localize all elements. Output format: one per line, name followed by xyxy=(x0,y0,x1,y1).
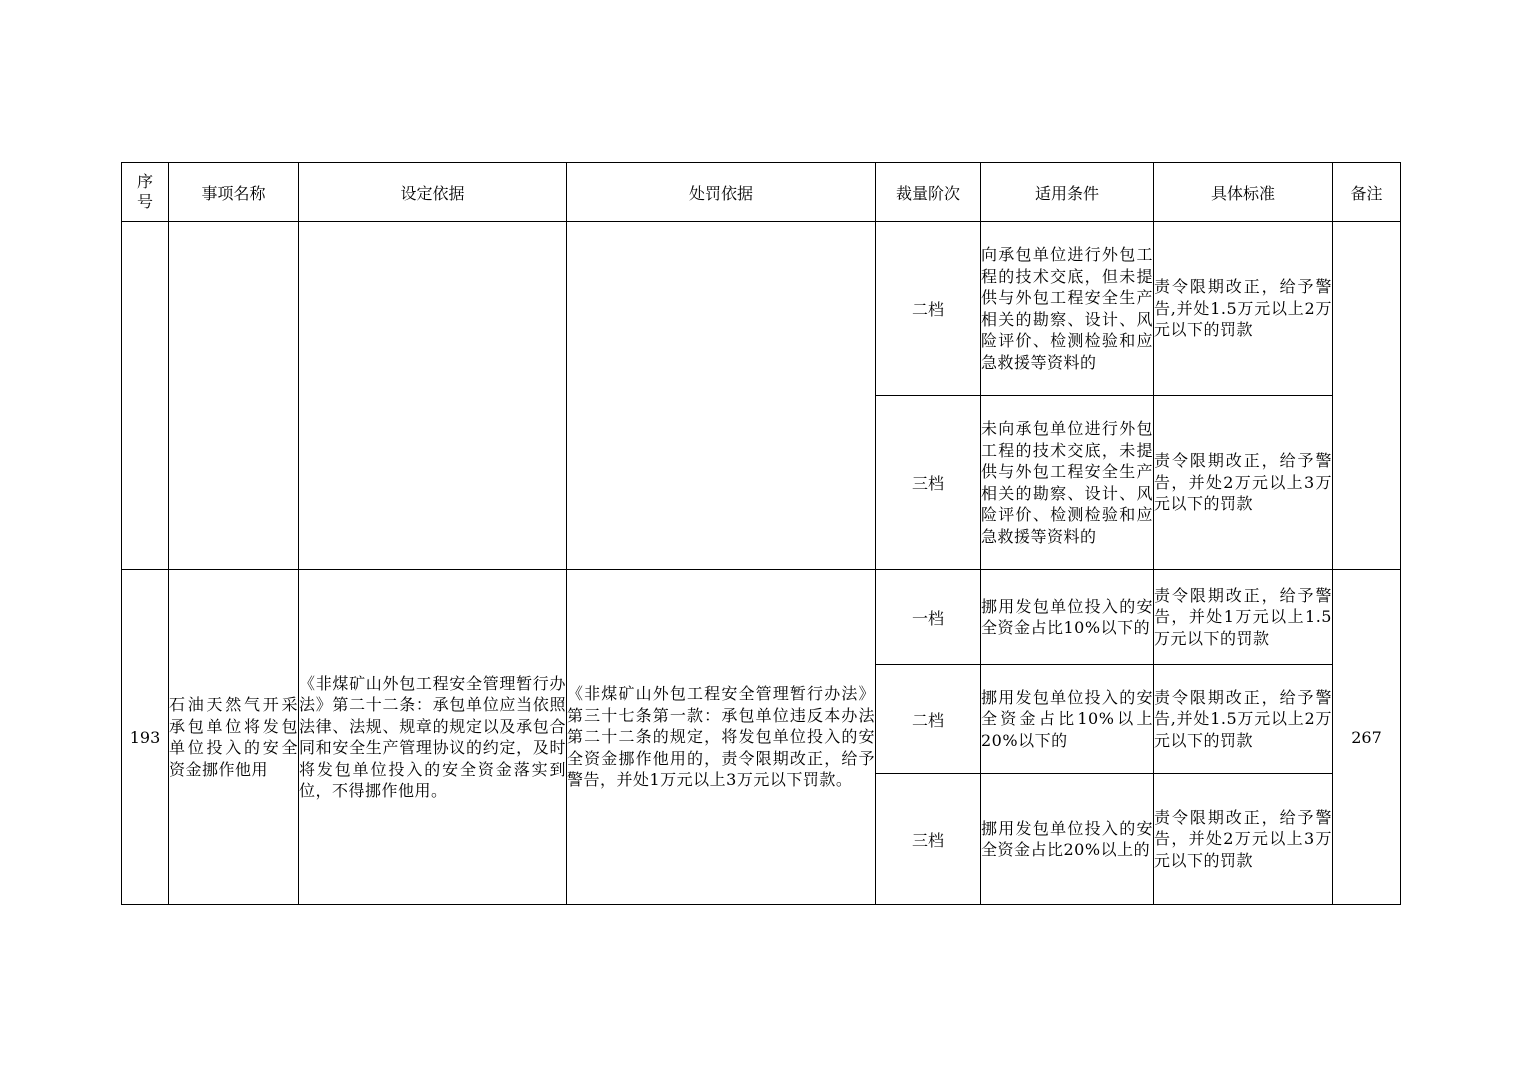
condition-cell: 挪用发包单位投入的安全资金占比10%以上20%以下的 xyxy=(981,665,1154,774)
standard-cell: 责令限期改正，给予警告,并处1.5万元以上2万元以下的罚款 xyxy=(1154,222,1333,396)
remark-cell: 267 xyxy=(1333,570,1401,905)
table-row xyxy=(122,222,1401,396)
seq-cell: 193 xyxy=(122,570,169,905)
remark-cell-empty xyxy=(1333,222,1401,570)
level-cell: 二档 xyxy=(876,665,981,774)
header-remark: 备注 xyxy=(1333,163,1401,222)
header-penalty-basis: 处罚依据 xyxy=(567,163,876,222)
setting-basis-cell-empty xyxy=(299,222,567,570)
condition-cell: 未向承包单位进行外包工程的技术交底，未提供与外包工程安全生产相关的勘察、设计、风险评价、检测检验和应急救援等资料的 xyxy=(981,396,1154,570)
standard-cell: 责令限期改正，给予警告,并处1.5万元以上2万元以下的罚款 xyxy=(1154,665,1333,774)
condition-cell: 挪用发包单位投入的安全资金占比20%以上的 xyxy=(981,774,1154,905)
condition-cell: 向承包单位进行外包工程的技术交底，但未提供与外包工程安全生产相关的勘察、设计、风险评价、检测检验和应急救援等资料的 xyxy=(981,222,1154,396)
standard-cell: 责令限期改正，给予警告，并处1万元以上1.5万元以下的罚款 xyxy=(1154,570,1333,665)
standard-cell: 责令限期改正，给予警告，并处2万元以上3万元以下的罚款 xyxy=(1154,396,1333,570)
level-cell: 二档 xyxy=(876,222,981,396)
name-cell-empty xyxy=(169,222,299,570)
header-seq: 序号 xyxy=(122,163,169,222)
header-standard: 具体标准 xyxy=(1154,163,1333,222)
level-cell: 三档 xyxy=(876,396,981,570)
header-level: 裁量阶次 xyxy=(876,163,981,222)
header-setting-basis: 设定依据 xyxy=(299,163,567,222)
item-name-cell: 石油天然气开采承包单位将发包单位投入的安全资金挪作他用 xyxy=(169,570,299,905)
penalty-standards-table xyxy=(121,162,1401,905)
header-condition: 适用条件 xyxy=(981,163,1154,222)
setting-basis-cell: 《非煤矿山外包工程安全管理暂行办法》第二十二条：承包单位应当依照法律、法规、规章的规定以及承包合同和安全生产管理协议的约定，及时将发包单位投入的安全资金落实到位，不得挪作他用。 xyxy=(299,570,567,905)
header-row xyxy=(122,163,1401,222)
table-row xyxy=(122,570,1401,665)
header-name: 事项名称 xyxy=(169,163,299,222)
penalty-basis-cell-empty xyxy=(567,222,876,570)
level-cell: 一档 xyxy=(876,570,981,665)
level-cell: 三档 xyxy=(876,774,981,905)
penalty-basis-cell: 《非煤矿山外包工程安全管理暂行办法》第三十七条第一款：承包单位违反本办法第二十二条的规定，将发包单位投入的安全资金挪作他用的，责令限期改正，给予警告，并处1万元以上3万元以下罚款。 xyxy=(567,570,876,905)
condition-cell: 挪用发包单位投入的安全资金占比10%以下的 xyxy=(981,570,1154,665)
standard-cell: 责令限期改正，给予警告，并处2万元以上3万元以下的罚款 xyxy=(1154,774,1333,905)
seq-cell-empty xyxy=(122,222,169,570)
